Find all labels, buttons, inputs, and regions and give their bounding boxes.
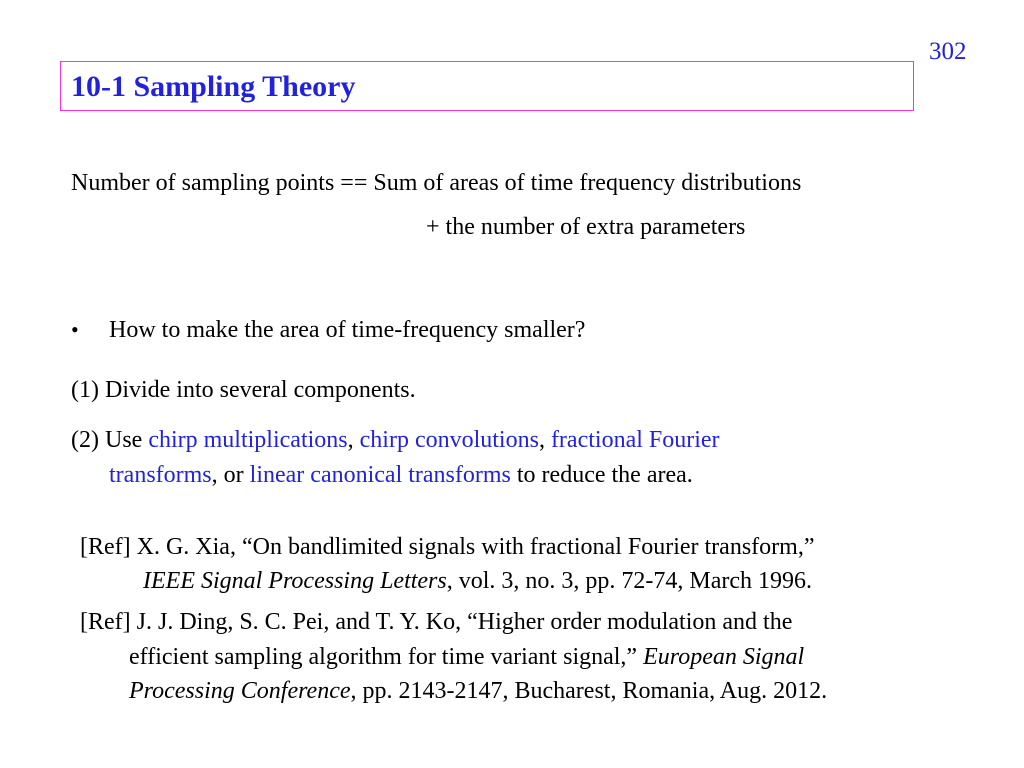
page-number: 302 [929, 38, 967, 65]
ref-2-venue-part-1: European Signal [643, 644, 805, 670]
ref-2-line-1: [Ref] J. J. Ding, S. C. Pei, and T. Y. Ko, “Higher order modulation and the [80, 609, 793, 635]
slide-title: 10-1 Sampling Theory [71, 70, 356, 103]
item-2-sep-2: , [538, 427, 551, 453]
equation-line-2: + the number of extra parameters [426, 214, 746, 240]
ref-2-line-3 [129, 677, 827, 705]
ref-2-venue-part-2: Processing Conference [129, 678, 351, 704]
ref-1-line-1: [Ref] X. G. Xia, “On bandlimited signals with fractional Fourier transform,” [80, 534, 815, 560]
item-2-suffix: to reduce the area. [510, 462, 693, 488]
ref-1-details: , vol. 3, no. 3, pp. 72-74, March 1996. [446, 568, 813, 594]
ref-1-line-2 [143, 567, 812, 595]
term-chirp-multiplications: chirp multiplications [148, 427, 348, 453]
term-fractional-fourier: fractional Fourier [550, 427, 720, 453]
item-2-sep-3: , or [211, 462, 250, 488]
bullet-text: How to make the area of time-frequency smaller? [109, 317, 586, 343]
ref-2-text: efficient sampling algorithm for time variant signal,” [129, 644, 644, 670]
item-2-line-2 [109, 461, 693, 489]
item-2-sep-1: , [347, 427, 360, 453]
equation-line-1: Number of sampling points == Sum of areas of time frequency distributions [71, 170, 802, 196]
term-chirp-convolutions: chirp convolutions [359, 427, 539, 453]
item-2-prefix: (2) Use [71, 427, 149, 453]
item-1: (1) Divide into several components. [71, 377, 416, 403]
bullet-icon: • [71, 317, 79, 342]
ref-1-journal: IEEE Signal Processing Letters [143, 568, 447, 594]
ref-2-line-2 [129, 643, 804, 671]
term-linear-canonical-transforms: linear canonical transforms [249, 462, 511, 488]
item-2-line-1 [71, 426, 720, 454]
ref-2-details: , pp. 2143-2147, Bucharest, Romania, Aug. 2012. [350, 678, 828, 704]
term-transforms: transforms [109, 462, 212, 488]
